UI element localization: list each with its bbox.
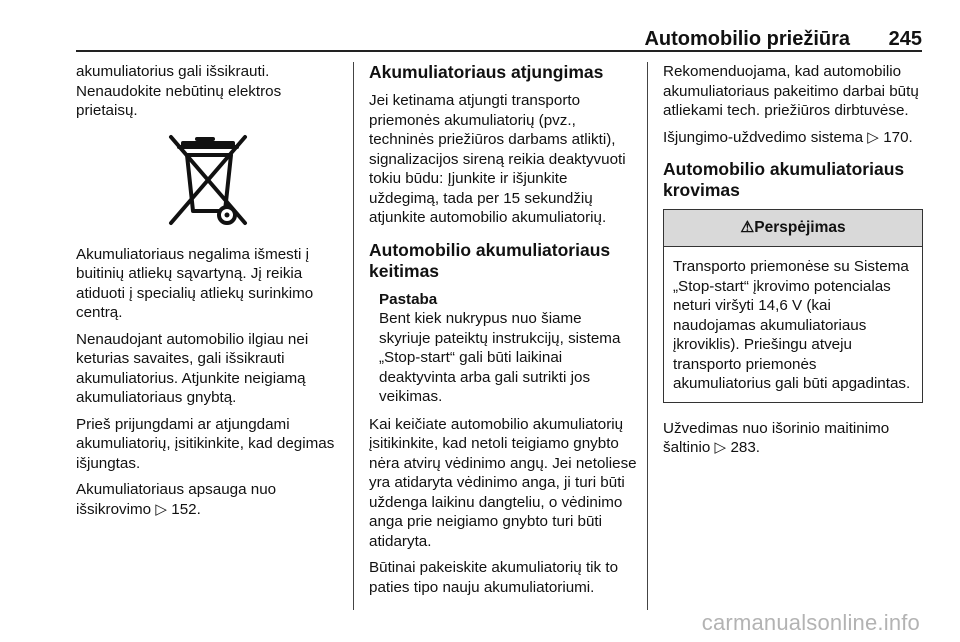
section-heading: Akumuliatoriaus atjungimas bbox=[369, 62, 604, 82]
paragraph-text: Išjungimo-uždvedimo sistema bbox=[663, 128, 864, 146]
column-2 bbox=[369, 62, 637, 604]
page-reference[interactable]: 152. bbox=[171, 500, 201, 518]
watermark: carmanualsonline.info bbox=[701, 610, 920, 635]
page-reference-arrow-icon: ▷ bbox=[714, 439, 727, 456]
note-body: Bent kiek nukrypus nuo šiame skyriuje pateiktų instrukcijų, sistema „Stop-start“ gali būti laikinai deaktyvinta arba gali sutrikti jos veikimas. bbox=[379, 310, 621, 405]
page-reference[interactable]: 283. bbox=[730, 439, 760, 456]
paragraph: akumuliatorius gali išsikrauti. Nenaudokite nebūtinų elektros prietaisų. bbox=[76, 63, 282, 119]
paragraph-text: Akumuliatoriaus apsauga nuo išsikrovimo bbox=[76, 481, 277, 518]
paragraph: Nenaudojant automobilio ilgiau nei keturias savaites, gali išsikrauti akumuliatorius. Atjunkite neigiamą akumuliatoriaus gnybtą. bbox=[76, 330, 309, 406]
paragraph: Kai keičiate automobilio akumuliatorių įsitikinkite, kad netoli teigiamo gnybto nėra atvirų vėdinimo angų. Jei netoliese yra atidaryta vėdinimo anga, ji turi būti uždenga laikinu dangteliu, o vėdinimo anga prie neigiamo gnybto turi būti atidaryta. bbox=[369, 415, 637, 550]
paragraph: Rekomenduojama, kad automobilio akumuliatoriaus pakeitimo darbai būtų atliekami tech. priežiūros dirbtuvėse. bbox=[663, 63, 919, 119]
note-block bbox=[369, 290, 637, 407]
column-divider-2 bbox=[647, 62, 648, 610]
column-1 bbox=[76, 62, 338, 526]
warning-header bbox=[664, 210, 922, 247]
page-reference-arrow-icon: ▷ bbox=[155, 500, 168, 518]
page-header-title: Automobilio priežiūra bbox=[644, 28, 850, 50]
paragraph: Būtinai pakeiskite akumuliatorių tik to paties tipo nauju akumuliatoriumi. bbox=[369, 559, 619, 596]
header-rule bbox=[76, 50, 922, 52]
warning-title: Perspėjimas bbox=[754, 219, 846, 236]
warning-body: Transporto priemonėse su Sistema „Stop-start“ įkrovimo potencialas neturi viršyti 14,6 V (kai naudojamas akumuliatoriaus įkroviklis). Priešingu atveju transporto priemonės akumuliatorius gali būti apgadintas. bbox=[673, 258, 911, 392]
note-title: Pastaba bbox=[379, 290, 438, 308]
column-divider-1 bbox=[353, 62, 354, 610]
paragraph: Prieš prijungdami ar atjungdami akumuliatorių, įsitikinkite, kad degimas išjungtas. bbox=[76, 415, 335, 472]
disposal-icon-container bbox=[76, 131, 338, 229]
section-heading: Automobilio akumuliatoriaus keitimas bbox=[369, 239, 611, 281]
warning-box bbox=[663, 209, 923, 403]
paragraph-with-reference bbox=[663, 419, 925, 458]
paragraph: Jei ketinama atjungti transporto priemonės akumuliatorių (pvz., techninės priežiūros darbams atlikti), signalizacijos sireną reikia deaktyvuoti tokiu būdu: Įjunkite ir išjunkite uždegimą, tada per 15 sekundžių atjunkite automobilio akumuliatorių. bbox=[369, 92, 626, 226]
paragraph-with-reference bbox=[663, 128, 925, 148]
section-heading: Automobilio akumuliatoriaus krovimas bbox=[663, 159, 905, 200]
crossed-out-wheelie-bin-icon bbox=[161, 131, 253, 229]
warning-triangle-icon: ⚠ bbox=[740, 219, 755, 236]
column-3 bbox=[663, 62, 925, 465]
page-number: 245 bbox=[888, 28, 922, 50]
page-reference[interactable]: 170. bbox=[883, 128, 913, 146]
page-reference-arrow-icon: ▷ bbox=[867, 128, 879, 146]
paragraph: Akumuliatoriaus negalima išmesti į buitinių atliekų sąvartyną. Jį reikia atiduoti į specialių atliekų surinkimo centrą. bbox=[76, 245, 314, 321]
paragraph-with-reference bbox=[76, 480, 338, 519]
paragraph-text: Užvedimas nuo išorinio maitinimo šaltinio bbox=[663, 419, 890, 456]
